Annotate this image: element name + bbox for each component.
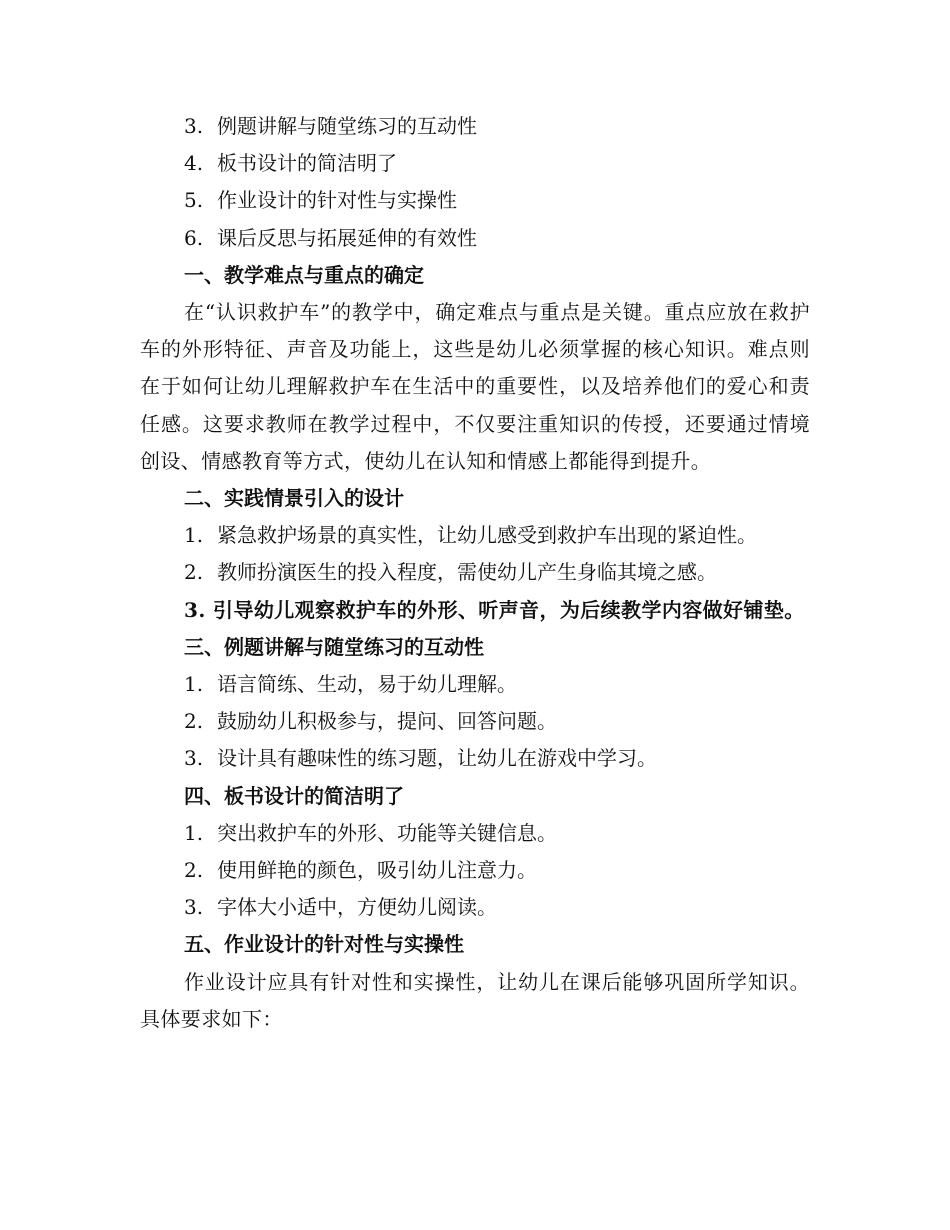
list-item-bold: 3. 引导幼儿观察救护车的外形、听声音，为后续教学内容做好铺垫。 bbox=[184, 597, 805, 622]
item-number: 6. bbox=[184, 225, 204, 250]
item-text: 例题讲解与随堂练习的互动性 bbox=[217, 114, 477, 138]
item-number: 4. bbox=[184, 151, 204, 176]
section-heading: 一、教学难点与重点的确定 bbox=[184, 262, 424, 287]
item-number: 1. bbox=[184, 523, 204, 548]
list-item bbox=[140, 554, 810, 591]
item-text: 作业设计的针对性与实操性 bbox=[217, 188, 457, 213]
item-text: 课后反思与拓展延伸的有效性 bbox=[217, 225, 477, 250]
intro-list bbox=[140, 108, 810, 257]
list-item bbox=[140, 666, 810, 703]
list-item bbox=[140, 740, 810, 777]
item-text: 板书设计的简洁明了 bbox=[217, 151, 397, 176]
item-number: 3. bbox=[184, 895, 204, 920]
list-item bbox=[140, 145, 810, 182]
section-heading: 四、板书设计的简洁明了 bbox=[184, 783, 404, 808]
item-number: 1. bbox=[184, 672, 204, 697]
section-paragraph: 在“认识救护车”的教学中，确定难点与重点是关键。重点应放在救护车的外形特征、声音及功能上，这些是幼儿必须掌握的核心知识。难点则在于如何让幼儿理解救护车在生活中的重要性，以及培养他们的爱心和责任感。这要求教师在教学过程中，不仅要注重知识的传授，还要通过情境创设、情感教育等方式，使幼儿在认知和情感上都能得到提升。 bbox=[140, 300, 810, 473]
section-paragraph: 作业设计应具有针对性和实操性，让幼儿在课后能够巩固所学知识。具体要求如下： bbox=[140, 969, 810, 1031]
item-number: 2. bbox=[184, 560, 204, 585]
list-item bbox=[140, 815, 810, 852]
item-text: 设计具有趣味性的练习题，让幼儿在游戏中学习。 bbox=[217, 746, 657, 771]
item-text: 教师扮演医生的投入程度，需使幼儿产生身临其境之感。 bbox=[217, 560, 717, 585]
item-text: 字体大小适中，方便幼儿阅读。 bbox=[217, 895, 497, 920]
section-heading: 五、作业设计的针对性与实操性 bbox=[184, 932, 464, 957]
list-item bbox=[140, 852, 810, 889]
item-text: 使用鲜艳的颜色，吸引幼儿注意力。 bbox=[217, 858, 537, 883]
list-item bbox=[140, 517, 810, 554]
item-number: 2. bbox=[184, 709, 204, 734]
item-text: 鼓励幼儿积极参与，提问、回答问题。 bbox=[217, 709, 557, 734]
list-item bbox=[140, 182, 810, 219]
item-number: 3. bbox=[184, 114, 204, 138]
section-heading: 三、例题讲解与随堂练习的互动性 bbox=[184, 634, 484, 659]
item-text: 语言简练、生动，易于幼儿理解。 bbox=[217, 672, 517, 697]
item-number: 3. bbox=[184, 746, 204, 771]
list-item bbox=[140, 703, 810, 740]
list-item bbox=[140, 220, 810, 257]
item-text: 突出救护车的外形、功能等关键信息。 bbox=[217, 820, 557, 845]
section-heading: 二、实践情景引入的设计 bbox=[184, 486, 404, 511]
item-text: 紧急救护场景的真实性，让幼儿感受到救护车出现的紧迫性。 bbox=[217, 523, 757, 548]
item-number: 1. bbox=[184, 820, 204, 845]
list-item bbox=[140, 108, 810, 145]
item-number: 2. bbox=[184, 858, 204, 883]
list-item bbox=[140, 889, 810, 926]
item-number: 5. bbox=[184, 188, 204, 213]
